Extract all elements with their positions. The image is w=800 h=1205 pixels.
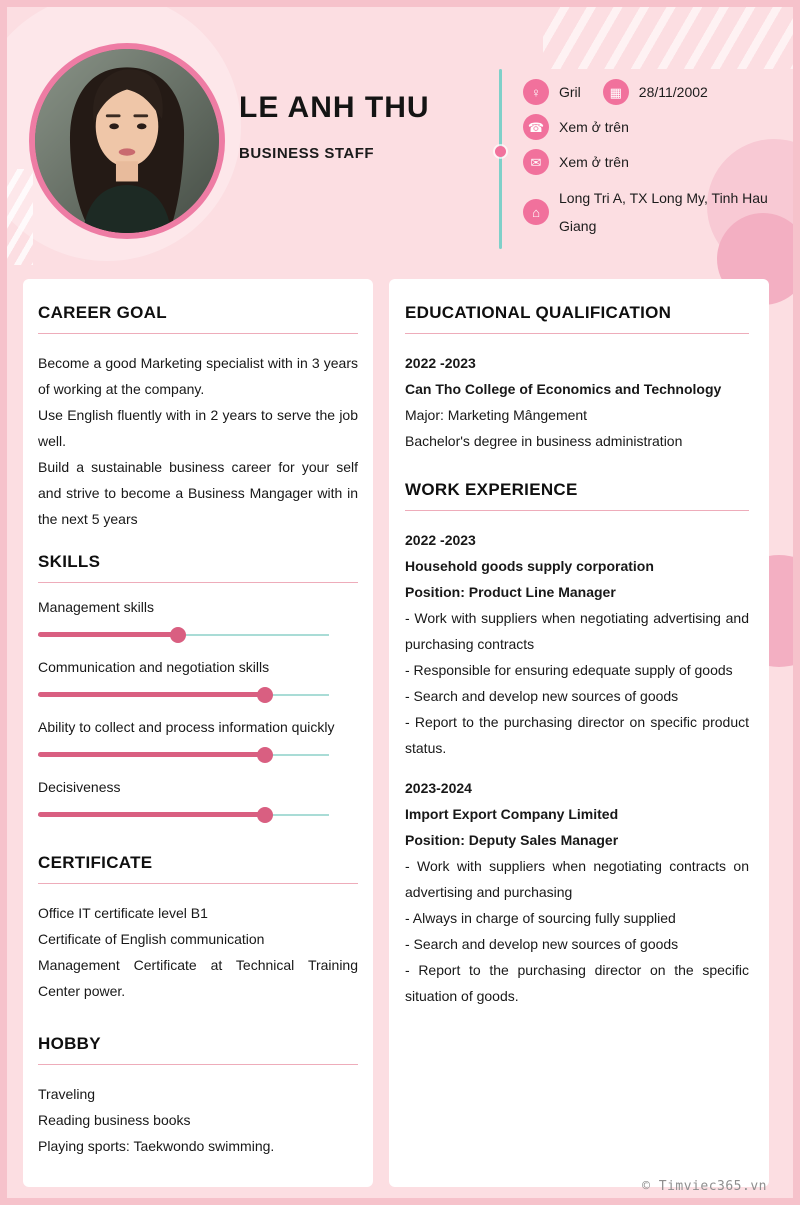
experience-bullet: - Search and develop new sources of goods	[405, 688, 679, 704]
gender-icon: ♀	[523, 79, 549, 105]
hobby-line: Reading business books	[38, 1112, 191, 1128]
experience-bullet: - Work with suppliers when negotiating contracts on advertising and purchasing	[405, 858, 749, 900]
skill-item	[38, 599, 358, 643]
profile-photo-placeholder	[35, 49, 219, 233]
header	[7, 7, 793, 275]
slider-knob	[257, 747, 273, 763]
education-detail: Bachelor's degree in business administration	[405, 433, 683, 449]
right-column	[389, 279, 769, 1187]
slider-fill	[38, 692, 265, 697]
section-skills	[38, 552, 358, 823]
header-divider-line	[499, 69, 502, 249]
hobby-heading: HOBBY	[38, 1034, 358, 1065]
skill-item	[38, 779, 358, 823]
education-heading: EDUCATIONAL QUALIFICATION	[405, 303, 749, 334]
certificate-line: Management Certificate at Technical Training Center power.	[38, 957, 358, 999]
slider-fill	[38, 632, 178, 637]
certificate-line: Certificate of English communication	[38, 931, 265, 947]
skill-item	[38, 659, 358, 703]
experience-position: Position: Product Line Manager	[405, 584, 616, 600]
experience-company: Household goods supply corporation	[405, 558, 654, 574]
home-icon: ⌂	[523, 199, 549, 225]
career-goal-heading: CAREER GOAL	[38, 303, 358, 334]
skill-label: Decisiveness	[38, 779, 121, 795]
section-education	[405, 303, 749, 454]
experience-bullet: - Report to the purchasing director on the specific situation of goods.	[405, 962, 749, 1004]
experience-entry	[405, 775, 749, 1009]
footer-credit: © Timviec365.vn	[642, 1179, 767, 1194]
experience-period: 2023-2024	[405, 780, 472, 796]
job-title: BUSINESS STAFF	[239, 145, 375, 162]
phone-icon: ☎	[523, 114, 549, 140]
contact-row	[523, 79, 775, 105]
career-goal-paragraph: Use English fluently with in 2 years to serve the job well.	[38, 407, 358, 449]
slider-knob	[257, 807, 273, 823]
certificate-heading: CERTIFICATE	[38, 853, 358, 884]
skill-slider	[38, 626, 329, 643]
phone-value: Xem ở trên	[559, 119, 629, 135]
section-hobby	[38, 1034, 358, 1159]
contact-birthday	[603, 79, 708, 105]
calendar-icon: ▦	[603, 79, 629, 105]
experience-bullet: - Work with suppliers when negotiating advertising and purchasing contracts	[405, 610, 749, 652]
education-entry	[405, 350, 749, 454]
skill-slider	[38, 746, 329, 763]
experience-heading: WORK EXPERIENCE	[405, 480, 749, 511]
profile-photo	[29, 43, 225, 239]
skill-slider	[38, 686, 329, 703]
skill-label: Communication and negotiation skills	[38, 659, 270, 675]
identity-block	[239, 91, 430, 162]
contact-phone	[523, 114, 629, 140]
contact-info	[523, 79, 775, 249]
contact-gender	[523, 79, 581, 105]
skill-item	[38, 719, 358, 763]
skills-heading: SKILLS	[38, 552, 358, 583]
experience-bullet: - Search and develop new sources of goods	[405, 936, 679, 952]
slider-fill	[38, 812, 265, 817]
experience-bullet: - Always in charge of sourcing fully supplied	[405, 910, 676, 926]
hobby-line: Traveling	[38, 1086, 96, 1102]
contact-row	[523, 149, 775, 175]
experience-bullet: - Responsible for ensuring edequate supply of goods	[405, 662, 733, 678]
experience-company: Import Export Company Limited	[405, 806, 619, 822]
contact-row	[523, 114, 775, 140]
experience-period: 2022 -2023	[405, 532, 476, 548]
education-detail: Major: Marketing Mângement	[405, 407, 588, 423]
slider-knob	[170, 627, 186, 643]
skill-label: Management skills	[38, 599, 154, 615]
section-certificate	[38, 853, 358, 1004]
contact-email	[523, 149, 629, 175]
certificate-line: Office IT certificate level B1	[38, 905, 208, 921]
section-experience	[405, 480, 749, 1009]
education-school: Can Tho College of Economics and Technology	[405, 381, 722, 397]
experience-position: Position: Deputy Sales Manager	[405, 832, 619, 848]
experience-bullet: - Report to the purchasing director on specific product status.	[405, 714, 749, 756]
address-value: Long Tri A, TX Long My, Tinh Hau Giang	[559, 190, 768, 234]
education-period: 2022 -2023	[405, 355, 476, 371]
contact-address	[523, 184, 771, 240]
email-value: Xem ở trên	[559, 154, 629, 170]
hobby-line: Playing sports: Taekwondo swimming.	[38, 1138, 275, 1154]
header-divider-dot	[495, 146, 506, 157]
left-column	[23, 279, 373, 1187]
mail-icon: ✉	[523, 149, 549, 175]
contact-row	[523, 184, 775, 240]
candidate-name: LE ANH THU	[239, 91, 430, 124]
skill-slider	[38, 806, 329, 823]
experience-entry	[405, 527, 749, 761]
skill-label: Ability to collect and process information quickly	[38, 719, 335, 735]
slider-fill	[38, 752, 265, 757]
slider-knob	[257, 687, 273, 703]
gender-value: Gril	[559, 84, 581, 100]
career-goal-paragraph: Build a sustainable business career for your self and strive to become a Business Mangager with in the next 5 years	[38, 459, 358, 527]
section-career-goal	[38, 303, 358, 532]
career-goal-paragraph: Become a good Marketing specialist with in 3 years of working at the company.	[38, 355, 358, 397]
birthday-value: 28/11/2002	[638, 84, 708, 100]
